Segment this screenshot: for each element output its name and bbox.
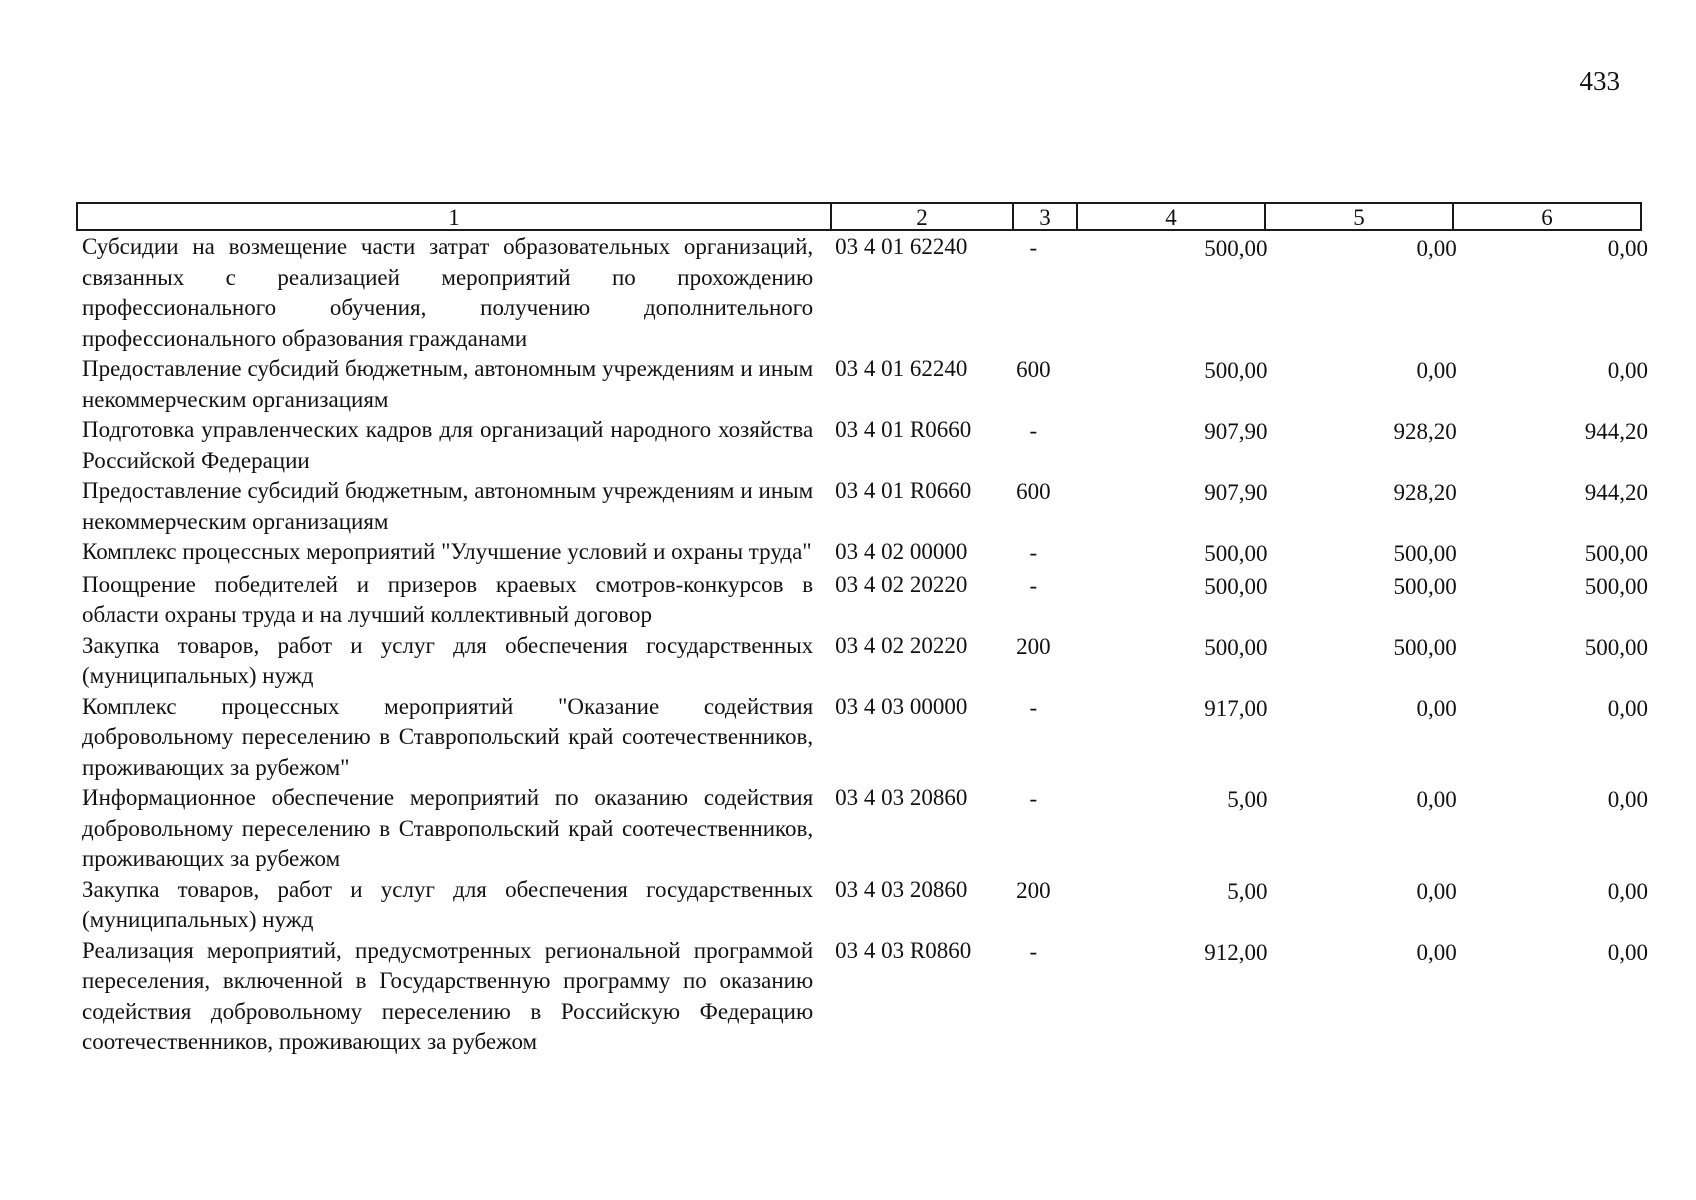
table-row — [76, 631, 1648, 692]
row-value-col6: 0,00 — [1607, 878, 1648, 904]
row-code: 03 4 01 62240 — [835, 356, 968, 381]
table-header — [76, 202, 1640, 231]
row-value-col4: 907,90 — [1204, 419, 1268, 444]
page-number: 433 — [1579, 66, 1620, 96]
row-name: Закупка товаров, работ и услуг для обеспечения государственных (муниципальных) нужд — [82, 632, 814, 688]
row-value-col5: 928,20 — [1393, 419, 1457, 444]
row-expense-type: - — [1029, 572, 1038, 598]
row-value-col5: 0,00 — [1416, 939, 1457, 965]
row-value-col4: 912,00 — [1204, 939, 1268, 965]
row-name: Субсидии на возмещение части затрат образовательных организаций, связанных с реализацией мероприятий по прохождению профессионального обучения, получению дополнительного профессионального образования гражданами — [82, 234, 814, 351]
column-header-4: 4 — [1076, 202, 1266, 231]
row-value-col6: 0,00 — [1607, 358, 1648, 383]
table-row — [76, 936, 1648, 1058]
table-row — [76, 570, 1648, 631]
row-value-col6: 500,00 — [1584, 541, 1648, 566]
column-header-1: 1 — [76, 202, 832, 231]
row-code: 03 4 02 00000 — [835, 539, 968, 564]
table-row — [76, 415, 1648, 476]
table-row — [76, 476, 1648, 537]
table-row — [76, 783, 1648, 875]
row-value-col5: 0,00 — [1416, 787, 1457, 812]
table-row — [76, 232, 1648, 354]
row-expense-type: - — [1029, 786, 1038, 811]
row-expense-type: - — [1029, 540, 1038, 565]
row-value-col5: 500,00 — [1393, 541, 1457, 566]
table-row — [76, 875, 1648, 936]
row-value-col5: 0,00 — [1416, 878, 1457, 904]
row-expense-type: - — [1029, 938, 1038, 964]
row-name: Подготовка управленческих кадров для организаций народного хозяйства Российской Федерации — [82, 417, 814, 473]
row-value-col5: 0,00 — [1416, 236, 1457, 261]
row-name: Поощрение победителей и призеров краевых смотров-конкурсов в области охраны труда и на лучший коллективный договор — [82, 571, 814, 627]
row-code: 03 4 03 20860 — [835, 876, 968, 902]
row-value-col4: 907,90 — [1204, 480, 1268, 505]
row-value-col6: 0,00 — [1607, 695, 1648, 721]
row-name: Комплекс процессных мероприятий "Оказание содействия добровольному переселению в Ставропольский край соотечественников, проживающих за рубежом" — [82, 693, 814, 780]
row-expense-type: 600 — [1016, 357, 1051, 382]
row-name: Реализация мероприятий, предусмотренных региональной программой переселения, включенной в Государственную программу по оказанию содействия добровольному переселению в Российскую Федерацию соотечественников, проживающих за рубежом — [82, 937, 814, 1054]
column-header-3: 3 — [1012, 202, 1078, 231]
row-value-col6: 0,00 — [1607, 236, 1648, 261]
row-value-col5: 0,00 — [1416, 358, 1457, 383]
row-value-col6: 944,20 — [1584, 480, 1648, 505]
row-expense-type: 200 — [1016, 633, 1051, 659]
row-name: Предоставление субсидий бюджетным, автономным учреждениям и иным некоммерческим организациям — [82, 478, 814, 534]
row-value-col5: 500,00 — [1393, 634, 1457, 660]
row-code: 03 4 02 20220 — [835, 571, 968, 597]
row-expense-type: 200 — [1016, 877, 1051, 903]
table-row — [76, 354, 1648, 415]
row-value-col4: 500,00 — [1204, 236, 1268, 261]
row-code: 03 4 01 62240 — [835, 234, 968, 259]
row-expense-type: - — [1029, 694, 1038, 720]
row-value-col4: 917,00 — [1204, 695, 1268, 721]
budget-table-body — [76, 232, 1648, 1058]
row-value-col6: 0,00 — [1607, 939, 1648, 965]
row-name: Комплекс процессных мероприятий "Улучшение условий и охраны труда" — [82, 539, 812, 564]
row-value-col5: 500,00 — [1393, 573, 1457, 599]
row-value-col4: 500,00 — [1204, 634, 1268, 660]
row-value-col5: 928,20 — [1393, 480, 1457, 505]
column-header-2: 2 — [830, 202, 1014, 231]
row-value-col6: 944,20 — [1584, 419, 1648, 444]
row-value-col4: 5,00 — [1227, 878, 1268, 904]
row-code: 03 4 03 R0860 — [835, 937, 972, 963]
column-header-6: 6 — [1452, 202, 1642, 231]
row-code: 03 4 03 00000 — [835, 693, 968, 719]
row-value-col6: 500,00 — [1584, 634, 1648, 660]
row-value-col4: 500,00 — [1204, 541, 1268, 566]
row-name: Информационное обеспечение мероприятий по оказанию содействия добровольному переселению в Ставропольский край соотечественников, проживающих за рубежом — [82, 785, 814, 871]
row-value-col4: 500,00 — [1204, 358, 1268, 383]
row-value-col6: 500,00 — [1584, 573, 1648, 599]
row-code: 03 4 01 R0660 — [835, 478, 972, 503]
row-value-col6: 0,00 — [1607, 787, 1648, 812]
row-value-col5: 0,00 — [1416, 695, 1457, 721]
table-row — [76, 537, 1648, 570]
row-value-col4: 500,00 — [1204, 573, 1268, 599]
row-code: 03 4 02 20220 — [835, 632, 968, 658]
row-name: Предоставление субсидий бюджетным, автономным учреждениям и иным некоммерческим организациям — [82, 356, 814, 412]
column-header-5: 5 — [1264, 202, 1454, 231]
row-code: 03 4 03 20860 — [835, 785, 968, 810]
row-value-col4: 5,00 — [1227, 787, 1268, 812]
row-name: Закупка товаров, работ и услуг для обеспечения государственных (муниципальных) нужд — [82, 876, 814, 932]
row-expense-type: - — [1029, 418, 1038, 443]
table-row — [76, 692, 1648, 784]
row-expense-type: - — [1029, 235, 1038, 260]
row-code: 03 4 01 R0660 — [835, 417, 972, 442]
row-expense-type: 600 — [1016, 479, 1051, 504]
